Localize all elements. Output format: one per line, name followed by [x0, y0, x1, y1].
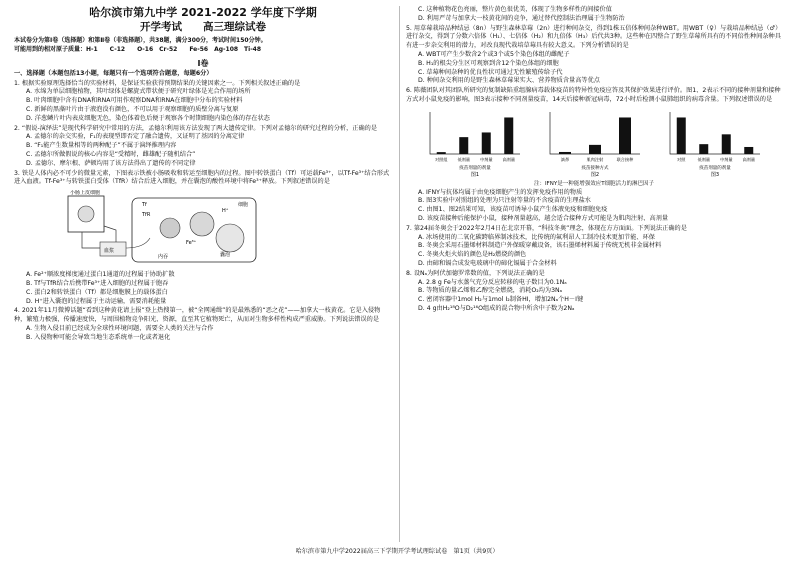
q6-option-c: C. 由图1、图2结果可知，该疫苗可诱导小鼠产生体液免疫和细胞免疫 [418, 206, 608, 214]
question-5: 5. 用草莓栽培品种结忌（8n）与野生森林草莓（2n）进行种间杂交，得到1株五倍体种间杂种WBT。用WBT（♀）与栽培品种结忌（♂）进行杂交，得到了分数六倍体（H₁）、七倍体（H₂）和九倍体（H₃）后代共3种。这些种在四整合了野生草莓所具有的不同倍性种间杂种具有进一步杂交利用的潜力，对改良现代栽培草莓具有较大意义。下列分析错误的是 [406, 24, 782, 50]
exam-subtitle: 开学考试 高三理综试卷 [140, 21, 266, 34]
question-1: 1. 根据实验原理选择恰当的实验材料，是保证实验获得预期结果的关键因素之一。下列相关叙述正确的是 [14, 79, 301, 87]
chart-bar [589, 145, 601, 154]
chart-bar [619, 117, 631, 154]
chart-bar [559, 152, 571, 154]
chart-tick-label: 中剂量 [479, 156, 493, 162]
q2-option-c: C. 孟德尔所做假说的核心内容是“受精时，雌雄配子随机结合” [26, 151, 196, 159]
q3-option-b: B. Tf与TfR结合后携带Fe³⁺进入细胞的过程属于胞吞 [26, 280, 169, 288]
right-column [406, 6, 782, 314]
vaccine-bar-charts [416, 108, 776, 180]
iron-transport-diagram [54, 190, 264, 268]
chart-bar [482, 132, 491, 154]
question-3: 3. 铁是人体内必不可少的微量元素，下图表示铁被小肠吸收和转运至细胞内的过程。图中转铁蛋白（Tf）可运载Fe³⁺，以Tf-Fe³⁺结合形式进入血液。Tf-Fe³⁺与转铁蛋白受体（TfR）结合后进入细胞，并在囊泡的酸性环境中将Fe³⁺释放。下列叙述错误的是 [14, 169, 390, 186]
q6-option-b: B. 图3实验中对照组的处理为只注射等量的不含疫苗的生理盐水 [418, 197, 591, 205]
q1-option-c: C. 新鲜的黑藻叶片由于液泡没有颜色，不可以用于观察细胞的质壁分离与复原 [26, 106, 239, 114]
q4-option-c: C. 这种植物花色亮丽，整片黄色很优美，体现了生物多样性的间接价值 [418, 6, 612, 13]
q5-option-d: D. 种间杂交利用的是野生森林草莓果实大、营养物质含量高等优点 [418, 77, 600, 85]
label-fe: Fe³⁺ [186, 240, 197, 247]
q7-option-c: C. 冬奥火炬火焰的颜色是H₂燃烧的颜色 [418, 251, 527, 259]
label-tf: Tf [142, 202, 147, 209]
exam-info: 本试卷分为第Ⅰ卷（选择题）和第Ⅱ卷（非选择题），共38题，满分300分，考试时间150分钟。 [14, 37, 267, 45]
q7-option-b: B. 冬奥会采用石墨烯材料制造户外保暖穿戴设备，该石墨烯材料属于传统无机非金属材料 [418, 242, 662, 250]
atomic-mass-info: 可能用到的相对原子质量：H-1 C-12 O-16 Cr-52 Fe-56 Ag-108 Ti-48 [14, 45, 262, 53]
q5-option-c: C. 草莓种间杂种的优良性状可通过无性繁殖传给子代 [418, 68, 563, 76]
q7-option-d: D. 由碲和镉合成发电玻璃中的碲化镉属于合金材料 [418, 259, 557, 267]
left-column [14, 6, 392, 343]
label-vesicle: 囊泡 [220, 252, 231, 259]
q8-option-a: A. 2.8 g Fe与水蒸气充分反应转移的电子数目为0.1Nₐ [418, 278, 567, 286]
question-8: 8. 设Nₐ为阿伏加德罗常数的值，下列说法正确的是 [406, 269, 545, 277]
q1-option-a: A. 水绵为单层细胞植物，其叶绿体是螺旋式带状便于研究叶绿体是光合作用的场所 [26, 88, 251, 96]
q5-option-b: B. H₁的根尖分生区可观察到含12个染色体组的细胞 [418, 59, 559, 67]
question-7: 7. 第24届冬奥会于2022年2月4日在北京开幕，“科技冬奥”理念，体现在方方面面。下列说法正确的是 [406, 224, 687, 232]
q6-option-d: D. 该疫苗接种后能保护小鼠，接种剂量越高，越会适合接种方式可能是为肌肉注射、高剂量 [418, 214, 669, 222]
q5-option-a: A. WBT可产生少数含2个或3个或5个染色体组的雌配子 [418, 50, 570, 58]
q8-option-b: B. 等物质的量乙烯和乙醇完全燃烧，消耗O₂均为3Nₐ [418, 287, 563, 295]
chart-tick-label: 低剂量 [697, 156, 711, 162]
q2-option-a: A. 孟德尔的杂交实验，F₁的表现型即否定了融合遗传，又证明了基因的分离定律 [26, 133, 245, 141]
chart-tick-label: 对照组 [434, 156, 448, 162]
exam-title: 哈尔滨市第九中学 2021-2022 学年度下学期 [89, 6, 317, 19]
chart-bar [677, 117, 686, 154]
question-2: 2. “假说-演绎法”是现代科学研究中常用的方法，孟德尔利用该方法发现了两大遗传定律。下列对孟德尔的研究过程的分析，正确的是 [14, 124, 378, 132]
question-6: 6. 陈薇团队对其团队所研究的复制缺陷重组腺病毒载体疫苗的特异性免疫应答及其保护效果进行评价。图1、2表示不同的接种剂量和接种方式对小鼠免疫的影响，图3表示接种不同剂量疫苗，14天后接种新冠病毒，72小时后检测小鼠肺组织的病毒含量。下列叙述错误的是 [406, 87, 781, 103]
chart-tick-label: 滴鼻 [560, 156, 570, 162]
chart-caption: 疫苗剂量的剂量 [459, 165, 491, 171]
label-h: H⁺ [222, 208, 229, 215]
q4-option-d: D. 利用严苛与加拿大一枝黄花间的竞争，通过替代控制法治理属于生物防治 [418, 14, 625, 22]
chart-note: 注：IFNY是一种能增强效应T细胞活力的淋巴因子 [533, 180, 655, 187]
chart-tick-label: 高剂量 [742, 156, 756, 162]
iron-transport-figure [54, 190, 264, 268]
label-blood: 血浆 [104, 248, 115, 255]
q4-option-b: B. 入侵物种可能会导致当地生态系统单一化或者退化 [26, 333, 171, 341]
label-small-intestine: 小肠上皮细胞 [70, 190, 101, 197]
chart-bar [504, 117, 513, 154]
chart-title: 图2 [590, 171, 600, 178]
label-tfr: TfR [142, 212, 151, 219]
chart-bar [722, 134, 731, 154]
chart-bar [437, 152, 446, 154]
q2-option-b: B. “F₁能产生数量相等的两种配子”不属于演绎推理内容 [26, 142, 177, 150]
chart-tick-label: 联合接种 [616, 156, 634, 162]
part-intro: 一、选择题（本题包括13小题，每题只有一个选项符合题意，每题6分） [14, 69, 213, 77]
chart-tick-label: 高剂量 [502, 156, 516, 162]
chart-title: 图1 [470, 171, 480, 178]
chart-tick-label: 肌肉注射 [586, 156, 604, 162]
label-cell: 细胞 [238, 202, 249, 209]
chart-bar [459, 137, 468, 154]
page-footer: 哈尔滨市第九中学2022届高三下学期开学考试理综试卷 第1页（共9页） [295, 548, 499, 555]
chart-caption: 疫苗接种方式 [581, 165, 609, 171]
vaccine-charts [416, 108, 782, 180]
q1-option-b: B. 叶肉细胞中含有DNA和RNA可用作观察DNA和RNA在细胞中分布的实验材料 [26, 97, 243, 105]
column-divider [399, 6, 400, 542]
q3-option-c: C. 蛋白2和转铁蛋白（Tf）都是细胞膜上的载体蛋白 [26, 288, 168, 296]
chart-tick-label: 低剂量 [457, 156, 471, 162]
q8-option-d: D. 4 g由H₂¹⁸O与D₂¹⁶O组成的混合物中所含中子数为2Nₐ [418, 304, 575, 312]
q2-option-d: D. 孟德尔、摩尔根、萨顿均用了该方法得出了遗传的不同定律 [26, 159, 196, 167]
chart-bar [744, 147, 753, 154]
q3-option-d: D. H⁺进入囊泡的过程属于主动运输，需要消耗能量 [26, 297, 167, 305]
question-4: 4. 2021年11月微博话题“看到这种黄花请上报”登上热搜第一，被“全网通缉”的是最熟悉的“恶之花”——加拿大一枝黄花。它是入侵物种，繁殖力极强，传播速度快，与周围植物竞争阳光、资源，直至其它植物死亡，从而对生物多样性构成严重威胁。下列说法错误的是 [14, 307, 381, 324]
q8-option-c: C. 密闭容器中1mol H₂与1mol I₂制备HI，增加2Nₐ个H－I键 [418, 296, 584, 304]
q4-option-a: A. 生物入侵目前已经成为全球性环境问题，需要全人类的关注与合作 [26, 325, 214, 332]
q6-option-a: A. IFNY与抗体均属于由免疫细胞产生的发挥免疫作用的物质 [418, 188, 583, 196]
chart-title: 图3 [710, 171, 720, 178]
chart-caption: 疫苗剂量的剂量 [699, 165, 731, 171]
label-endocytosis: 内吞 [158, 254, 169, 261]
section-heading: Ⅰ卷 [197, 58, 209, 68]
q7-option-a: A. 冰场使用的二氧化碳跨临界制冰技术，比传统的氟利昂人工制冷技术更加节能、环保 [418, 233, 655, 241]
q3-option-a: A. Fe²⁺顺浓度梯度通过蛋白1通道的过程属于协助扩散 [26, 271, 175, 279]
chart-tick-label: 中剂量 [719, 156, 733, 162]
q1-option-d: D. 洋葱鳞片叶内表皮细胞无色，染色体着色后便于观察各个时期细胞内染色体的存在状态 [26, 114, 270, 122]
chart-tick-label: 对照 [677, 156, 686, 162]
chart-bar [699, 144, 708, 154]
